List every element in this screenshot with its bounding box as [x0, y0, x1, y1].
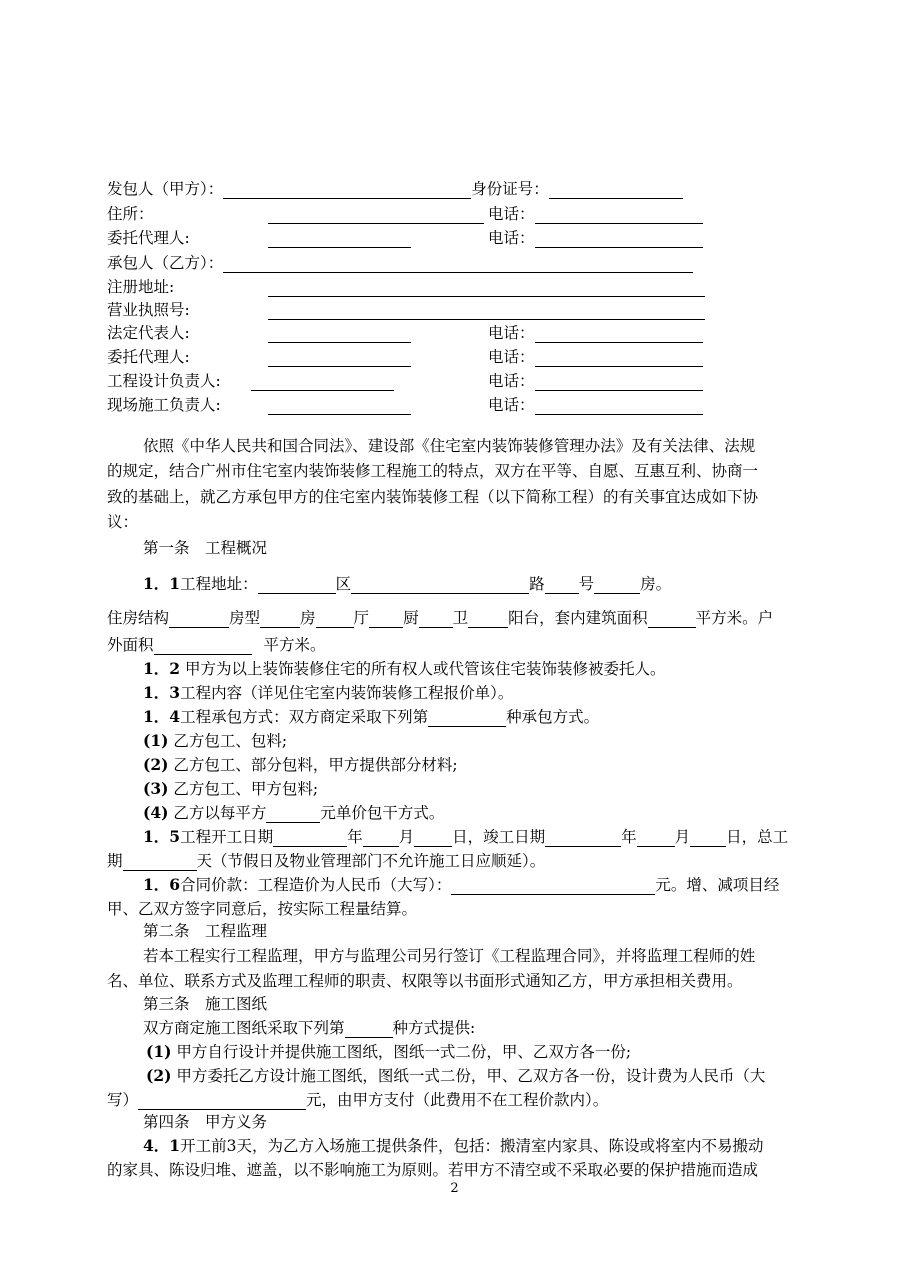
- reg-address-field[interactable]: [268, 278, 705, 297]
- clause-text: 工程开工日期: [180, 828, 274, 846]
- drawing-option-1: [146, 1042, 631, 1062]
- option-number: (1): [146, 1042, 172, 1061]
- room-field[interactable]: [594, 575, 640, 594]
- clause-text: 阳台，套内建筑面积: [508, 609, 648, 627]
- phone-label: 电话：: [488, 396, 535, 414]
- clause-1-2: [143, 659, 666, 679]
- phone-field[interactable]: [535, 348, 703, 367]
- clause-4-1: [143, 1136, 763, 1156]
- agent-label: 委托代理人:: [107, 229, 190, 247]
- license-field[interactable]: [268, 301, 705, 320]
- clause-1-4: [143, 707, 599, 727]
- clause-1-1: [143, 574, 671, 594]
- address-label: 住所：: [107, 205, 154, 223]
- option-text: 元单价包干方式。: [320, 804, 445, 822]
- option-3: [143, 779, 318, 799]
- agent-field[interactable]: [268, 229, 411, 248]
- party-a-row: [107, 179, 683, 199]
- drawing-option-2: [146, 1066, 765, 1086]
- duration-field[interactable]: [123, 852, 197, 871]
- clause-text: 日，总工: [726, 828, 789, 846]
- legal-rep-label: 法定代表人:: [107, 324, 190, 342]
- clause-4-1-cont: 的家具、陈设归堆、遮盖，以不影响施工为原则。若甲方不清空或不采取必要的保护措施而造成: [107, 1161, 759, 1179]
- phone-field[interactable]: [535, 229, 703, 248]
- clause-text: 区: [335, 575, 352, 593]
- clause-1-5-cont: [107, 851, 545, 871]
- drawing-option-2-cont: [107, 1090, 608, 1110]
- clause-1-3: [143, 683, 513, 703]
- phone-field[interactable]: [535, 205, 703, 224]
- party-a-label: 发包人（甲方）：: [107, 180, 224, 198]
- clause-text: 号: [578, 575, 595, 593]
- clause-text: 双方商定施工图纸采取下列第: [143, 1019, 345, 1037]
- clause-text: 外面积: [107, 636, 154, 654]
- phone-label: 电话：: [488, 324, 535, 342]
- id-number-label: 身份证号：: [471, 180, 549, 198]
- option-text: 甲方委托乙方设计施工图纸，图纸一式二份，甲、乙双方各一份，设计费为人民币（大: [176, 1067, 766, 1085]
- clause-text: 月: [674, 828, 691, 846]
- district-field[interactable]: [258, 575, 336, 594]
- clause-text: 开工前3天，为乙方入场施工提供条件，包括：搬清室内家具、陈设或将室内不易搬动: [180, 1137, 764, 1155]
- article-1-title: 第一条 工程概况: [143, 539, 268, 557]
- end-year-field[interactable]: [545, 828, 621, 847]
- party-b-label: 承包人（乙方）：: [107, 254, 224, 272]
- design-fee-field[interactable]: [138, 1091, 306, 1110]
- clause-text: 元，由甲方支付（此费用不在工程价款内）。: [306, 1091, 609, 1109]
- clause-text: 路: [529, 575, 545, 593]
- end-month-field[interactable]: [637, 828, 675, 847]
- id-number-field[interactable]: [549, 180, 683, 199]
- option-1: [143, 731, 287, 751]
- option-number: (1): [143, 731, 169, 750]
- site-manager-field[interactable]: [268, 396, 411, 415]
- option-number: (2): [143, 755, 169, 774]
- article-3-line: [143, 1018, 475, 1038]
- outer-area-row: [107, 635, 326, 655]
- option-number: (3): [143, 779, 169, 798]
- bathrooms-field[interactable]: [419, 609, 453, 628]
- contract-price-field[interactable]: [451, 876, 655, 895]
- phone-field[interactable]: [535, 396, 703, 415]
- unit-price-field[interactable]: [266, 804, 320, 823]
- start-month-field[interactable]: [363, 828, 399, 847]
- clause-1-5: [143, 827, 788, 847]
- clause-text: 房型: [229, 609, 261, 627]
- article-2-line: 若本工程实行工程监理，甲方与监理公司另行签订《工程监理合同》，并将监理工程师的姓: [143, 947, 756, 965]
- clause-text: 厅: [353, 609, 370, 627]
- option-text: 甲方自行设计并提供施工图纸，图纸一式二份，甲、乙双方各一份;: [176, 1043, 632, 1061]
- option-text: 乙方包工、部分包料，甲方提供部分材料;: [173, 756, 458, 774]
- clause-text: 年: [621, 828, 637, 846]
- clause-number: 1．4: [143, 707, 181, 726]
- article-2-line: 名、单位、联系方式及监理工程师的职责、权限等以书面形式通知乙方，甲方承担相关费用。: [107, 972, 743, 990]
- clause-text: 合同价款：工程造价为人民币（大写）：: [180, 876, 452, 894]
- site-manager-label: 现场施工负责人:: [107, 396, 221, 414]
- structure-field[interactable]: [169, 609, 229, 628]
- clause-number: 1．5: [143, 827, 181, 846]
- phone-label: 电话：: [488, 205, 535, 223]
- page-number: 2: [450, 1181, 459, 1196]
- clause-text: 房。: [640, 575, 672, 593]
- party-a-name-field[interactable]: [223, 180, 471, 199]
- clause-number: 1．3: [143, 683, 181, 702]
- clause-1-6-cont: 甲、乙双方签字同意后，按实际工程量结算。: [107, 900, 418, 918]
- start-day-field[interactable]: [414, 828, 452, 847]
- intro-line: 议：: [107, 513, 139, 531]
- halls-field[interactable]: [316, 609, 354, 628]
- intro-line: 致的基础上，就乙方承包甲方的住宅室内装饰装修工程（以下简称工程）的有关事宜达成如下协: [107, 488, 759, 506]
- design-manager-field[interactable]: [251, 372, 394, 391]
- clause-text: 期: [107, 852, 123, 870]
- clause-text: 写）: [107, 1091, 139, 1109]
- reg-address-label: 注册地址:: [107, 278, 175, 296]
- party-b-name-field[interactable]: [223, 254, 693, 273]
- clause-1-6: [143, 875, 779, 895]
- housing-structure-row: [107, 608, 773, 628]
- clause-number: 1．2: [143, 659, 181, 678]
- end-day-field[interactable]: [690, 828, 726, 847]
- inner-area-field[interactable]: [648, 609, 696, 628]
- clause-number: 1．6: [143, 875, 181, 894]
- clause-text: 住房结构: [107, 609, 170, 627]
- option-2: [143, 755, 458, 775]
- clause-text: 卫: [452, 609, 469, 627]
- clause-text: 天（节假日及物业管理部门不允许施工日应顺延）。: [196, 852, 546, 870]
- address-field[interactable]: [268, 205, 484, 224]
- clause-text: 厨: [403, 609, 419, 627]
- legal-rep-field[interactable]: [268, 324, 411, 343]
- phone-field[interactable]: [535, 324, 703, 343]
- option-number: (2): [146, 1066, 172, 1085]
- contract-mode-field[interactable]: [428, 708, 506, 727]
- kitchens-field[interactable]: [369, 609, 403, 628]
- phone-label: 电话：: [488, 229, 535, 247]
- clause-number: 1．1: [143, 574, 181, 593]
- option-text: 乙方包工、甲方包料;: [173, 780, 319, 798]
- start-year-field[interactable]: [273, 828, 347, 847]
- option-text: 乙方以每平方: [173, 804, 267, 822]
- clause-text: 月: [398, 828, 415, 846]
- clause-text: 种承包方式。: [506, 708, 600, 726]
- number-field[interactable]: [545, 575, 579, 594]
- clause-text: 平方米。: [263, 636, 326, 654]
- clause-number: 4．1: [143, 1136, 181, 1155]
- outer-area-field[interactable]: [154, 636, 252, 655]
- clause-text: 平方米。户: [695, 609, 774, 627]
- clause-text: 房: [300, 609, 316, 627]
- intro-line: 的规定，结合广州市住宅室内装饰装修工程施工的特点，双方在平等、自愿、互惠互利、协商一: [107, 462, 759, 480]
- option-number: (4): [143, 803, 169, 822]
- clause-text: 工程地址：: [180, 575, 258, 593]
- drawing-mode-field[interactable]: [345, 1019, 393, 1038]
- clause-text: 日，竣工日期: [452, 828, 546, 846]
- option-4: [143, 803, 444, 823]
- article-3-title: 第三条 施工图纸: [143, 995, 268, 1013]
- party-b-row: [107, 253, 693, 273]
- phone-label: 电话：: [488, 372, 535, 390]
- license-label: 营业执照号:: [107, 301, 190, 319]
- article-2-title: 第二条 工程监理: [143, 922, 268, 940]
- clause-text: 元。增、减项目经: [655, 876, 780, 894]
- clause-text: 工程承包方式：双方商定采取下列第: [180, 708, 429, 726]
- rooms-field[interactable]: [260, 609, 300, 628]
- article-4-title: 第四条 甲方义务: [143, 1113, 268, 1131]
- agent2-label: 委托代理人:: [107, 348, 190, 366]
- clause-text: 甲方为以上装饰装修住宅的所有权人或代管该住宅装饰装修被委托人。: [185, 660, 666, 678]
- option-text: 乙方包工、包料;: [173, 732, 288, 750]
- balconies-field[interactable]: [468, 609, 508, 628]
- road-field[interactable]: [351, 575, 529, 594]
- clause-text: 工程内容（详见住宅室内装饰装修工程报价单）。: [180, 684, 514, 702]
- phone-field[interactable]: [535, 372, 703, 391]
- design-manager-label: 工程设计负责人:: [107, 372, 221, 390]
- intro-line: 依照《中华人民共和国合同法》、建设部《住宅室内装饰装修管理办法》及有关法律、法规: [143, 437, 756, 455]
- phone-label: 电话：: [488, 348, 535, 366]
- clause-text: 年: [347, 828, 363, 846]
- agent2-field[interactable]: [268, 348, 411, 367]
- clause-text: 种方式提供:: [392, 1019, 476, 1037]
